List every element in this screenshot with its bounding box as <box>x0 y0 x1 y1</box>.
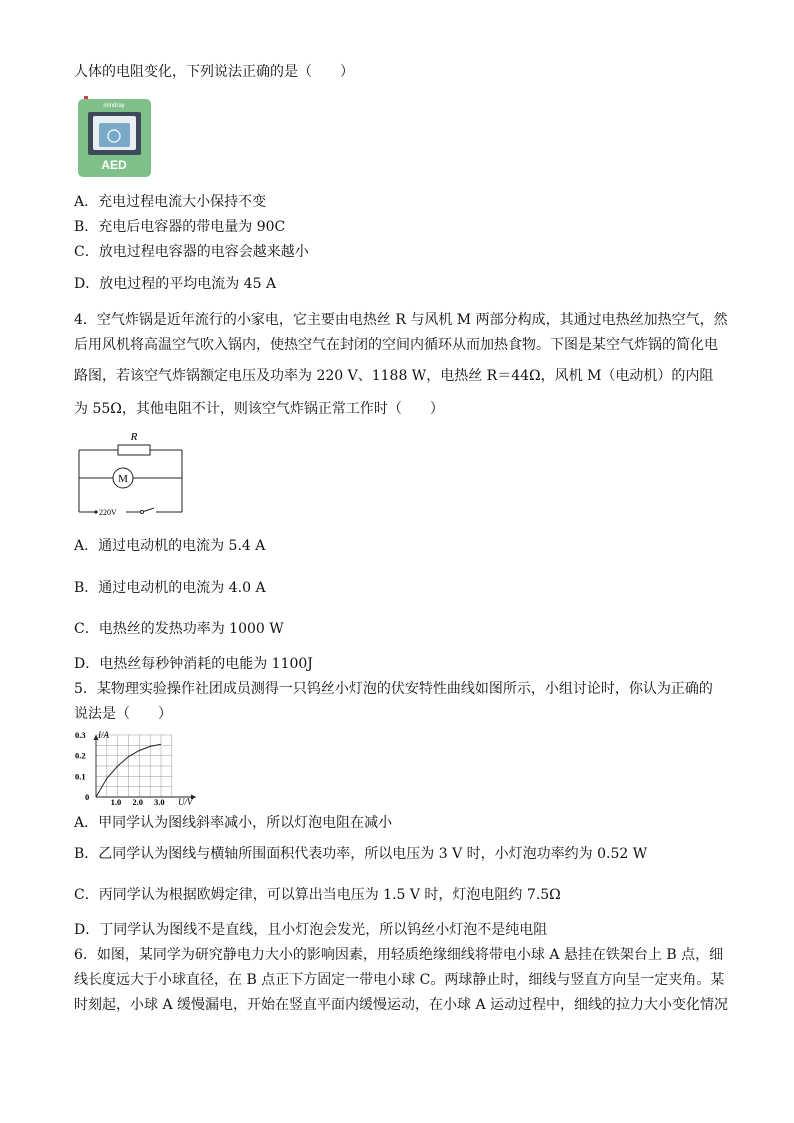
motor-label: M <box>118 473 128 485</box>
y-tick-label: 0.3 <box>75 730 86 740</box>
x-axis-label: U/V <box>178 797 193 807</box>
q6-line-2: 线长度远大于小球直径，在 B 点正下方固定一带电小球 C。两球静止时，细线与竖直方向呈一定夹角。某 <box>74 972 725 988</box>
q3-option-c: C．放电过程电容器的电容会越来越小 <box>74 244 309 260</box>
q3-option-d: D．放电过程的平均电流为 45 A <box>74 276 277 292</box>
q4-option-b: B．通过电动机的电流为 4.0 A <box>74 580 266 596</box>
q4-line-3: 路图，若该空气炸锅额定电压及功率为 220 V、1188 W，电热丝 R＝44Ω，风机 M（电动机）的内阻 <box>74 368 714 384</box>
q5-option-c: C．丙同学认为根据欧姆定律，可以算出当电压为 1.5 V 时，灯泡电阻约 7.5Ω <box>74 887 561 903</box>
terminal-left <box>94 510 97 513</box>
q5-option-d: D．丁同学认为图线不是直线，且小灯泡会发光，所以钨丝小灯泡不是纯电阻 <box>74 922 548 938</box>
q4-line-4: 为 55Ω，其他电阻不计，则该空气炸锅正常工作时（ ） <box>74 401 444 417</box>
aed-device-image <box>77 96 152 178</box>
q4-option-c: C．电热丝的发热功率为 1000 W <box>74 621 284 637</box>
q4-line-1: 4．空气炸锅是近年流行的小家电，它主要由电热丝 R 与风机 M 两部分构成，其通过电热丝加热空气，然 <box>74 312 728 328</box>
q5-line-1: 5．某物理实验操作社团成员测得一只钨丝小灯泡的伏安特性曲线如图所示，小组讨论时，你认为正确的 <box>74 681 713 697</box>
x-tick-label: 2.0 <box>132 797 143 807</box>
q4-option-d: D．电热丝每秒钟消耗的电能为 1100J <box>74 656 313 672</box>
x-tick-label: 3.0 <box>154 797 165 807</box>
origin-label: 0 <box>85 792 90 802</box>
switch-contact <box>140 510 143 513</box>
q6-line-3: 时刻起，小球 A 缓慢漏电，开始在竖直平面内缓慢运动，在小球 A 运动过程中，细线的拉力大小变化情况 <box>74 997 729 1013</box>
q4-line-2: 后用风机将高温空气吹入锅内，使热空气在封闭的空间内循环从而加热食物。下图是某空气炸锅的简化电 <box>74 337 718 353</box>
resistor-symbol <box>118 445 150 455</box>
q6-line-1: 6．如图，某同学为研究静电力大小的影响因素，用轻质绝缘细线将带电小球 A 悬挂在铁架台上 B 点，细 <box>74 947 724 963</box>
y-axis-label: I/A <box>98 730 109 740</box>
q4-option-a: A．通过电动机的电流为 5.4 A <box>74 538 266 554</box>
q3-option-b: B．充电后电容器的带电量为 90C <box>74 219 286 235</box>
x-tick-label: 1.0 <box>110 797 122 807</box>
aed-unit <box>99 123 130 147</box>
q3-option-a: A．充电过程电流大小保持不变 <box>74 194 267 210</box>
source-label: 220V <box>99 508 117 517</box>
q5-option-b: B．乙同学认为图线与横轴所围面积代表功率，所以电压为 3 V 时，小灯泡功率约为 0.52 W <box>74 846 648 862</box>
resistor-label: R <box>130 431 138 443</box>
y-tick-label: 0.1 <box>75 771 86 782</box>
q5-line-2: 说法是（ ） <box>74 706 172 722</box>
aed-brand: mindray <box>103 103 125 109</box>
iv-characteristic-graph <box>72 730 202 808</box>
circuit-diagram <box>76 428 186 520</box>
intro-line: 人体的电阻变化，下列说法正确的是（ ） <box>74 64 354 80</box>
y-tick-label: 0.2 <box>75 750 86 761</box>
aed-label: AED <box>101 158 127 172</box>
q5-option-a: A．甲同学认为图线斜率减小，所以灯泡电阻在减小 <box>74 815 393 831</box>
